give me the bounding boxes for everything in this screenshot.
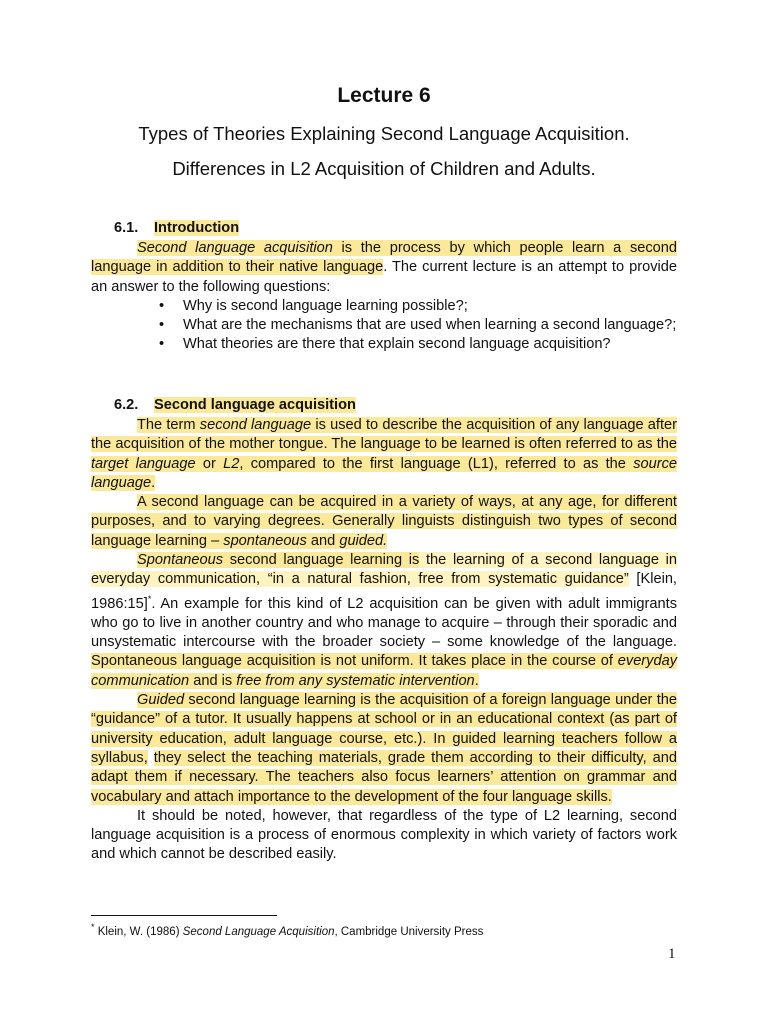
section-body-6-1 — [91, 239, 677, 355]
section-number: 6.2. — [114, 397, 139, 413]
text: . — [151, 474, 156, 491]
paragraph — [91, 691, 677, 807]
emphasis: guided. — [339, 532, 388, 549]
lecture-title: Lecture 6 — [337, 84, 431, 107]
emphasis: Guided — [137, 692, 185, 709]
text: and — [306, 532, 340, 549]
emphasis: free from any systematic intervention — [236, 672, 475, 689]
text: Klein, W. (1986) — [94, 925, 183, 938]
section-heading-6-2 — [114, 397, 356, 413]
footnote-marker: * — [147, 593, 152, 604]
text: A second language can be acquired in a variety of ways, at any age, for different purposes, and to varying degrees. Generally linguists distinguish two types of second language learning – — [91, 494, 677, 549]
list-item: • What are the mechanisms that are used when learning a second language?; — [91, 316, 677, 335]
question-list — [91, 297, 677, 355]
section-number: 6.1. — [114, 220, 139, 236]
emphasis: spontaneous — [223, 532, 307, 549]
footnote-divider — [91, 915, 277, 916]
list-item: • Why is second language learning possible?; — [91, 297, 677, 316]
text: Spontaneous language acquisition is not uniform. It takes place in the course of — [91, 653, 618, 670]
text: . — [474, 672, 479, 689]
emphasis: Second language acquisition — [137, 240, 333, 256]
highlight: they select the teaching materials, grade them according to their difficulty, and adapt them if necessary. The teachers also focus learners’ attention on grammar and vocabulary and attach importance to the development of the four language skills. — [91, 749, 677, 805]
emphasis: source language — [91, 455, 677, 491]
text: . The current lecture is an attempt to provide an answer to the following questions: — [91, 259, 677, 295]
text: or — [195, 455, 224, 472]
emphasis: L2 — [223, 455, 240, 472]
emphasis: everyday communication — [91, 653, 677, 689]
text: second language learning is the acquisition of a foreign language under the “guidance” of a tutor. It usually happens at school or in an educational context (as part of university education, adult language course, etc.). In guided learning teachers follow a syllabus, — [91, 692, 677, 766]
text: , compared to the first language (L1), referred to as the — [239, 455, 634, 472]
emphasis: second language — [199, 417, 312, 433]
section-heading-6-1 — [114, 220, 239, 236]
subtitle-line-1: Types of Theories Explaining Second Language Acquisition. — [138, 123, 630, 144]
subtitle-line-2: Differences in L2 Acquisition of Children and Adults. — [172, 158, 596, 179]
highlight: is the process by which people learn a second language in addition to their native language — [91, 240, 677, 276]
citation: [Klein, 1986:15] — [91, 571, 677, 612]
emphasis: Spontaneous — [137, 552, 224, 569]
section-title: Second language acquisition — [154, 397, 356, 413]
footnote-mark: * — [91, 922, 95, 932]
paragraph — [91, 551, 677, 691]
text: second language learning is — [223, 552, 420, 569]
text: The term — [137, 417, 200, 433]
text: is used to describe the acquisition of any language after the acquisition of the mother tongue. The language to be learned is often referred to as the — [91, 417, 678, 453]
text: . An example for this kind of L2 acquisition can be given with adult immigrants who go to live in another country and who manage to acquire – through their sporadic and unsystematic intercourse with the broader society – some knowledge of the language. — [91, 595, 677, 651]
section-body-6-2 — [91, 416, 677, 865]
paragraph: It should be noted, however, that regardless of the type of L2 learning, second language acquisition is a process of enormous complexity in which variety of factors work and which cannot be described easily. — [91, 807, 677, 863]
text: and is — [189, 672, 237, 689]
highlight: the learning of a second language in everyday communication, “in a natural fashion, free from systematic guidance” — [91, 552, 677, 588]
section-title: Introduction — [154, 220, 240, 236]
list-item: • What theories are there that explain second language acquisition? — [91, 335, 677, 354]
paragraph — [91, 239, 677, 297]
book-title: Second Language Acquisition — [182, 925, 335, 938]
paragraph — [91, 416, 677, 493]
emphasis: target language — [91, 455, 196, 472]
text: , Cambridge University Press — [334, 925, 484, 938]
paragraph — [91, 493, 677, 551]
page-number: 1 — [668, 946, 676, 962]
footnote — [91, 922, 483, 938]
